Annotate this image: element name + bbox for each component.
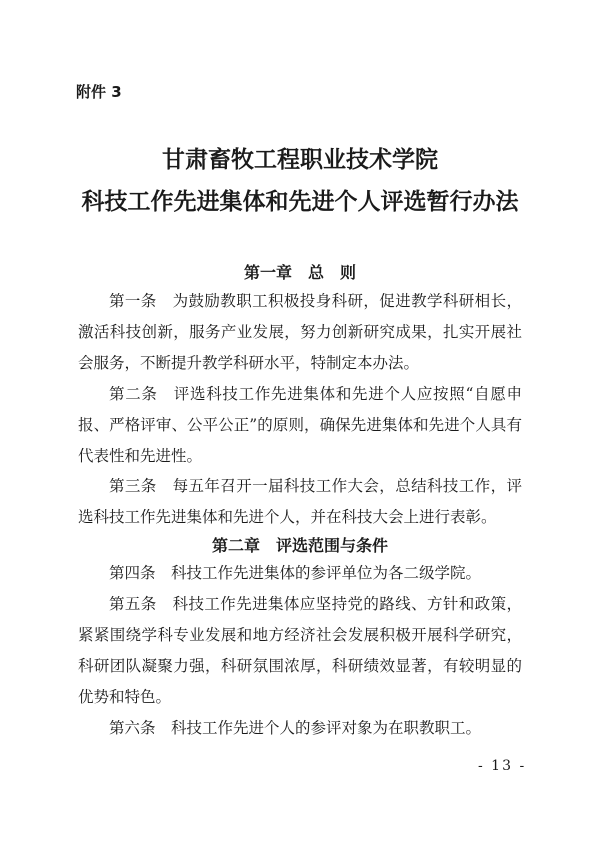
chapter-heading-2: 第二章 评选范围与条件 xyxy=(211,536,388,555)
document-title-line-2: 科技工作先进集体和先进个人评选暂行办法 xyxy=(81,189,519,215)
page-number: - 13 - xyxy=(478,758,527,774)
article-2: 第二条 评选科技工作先进集体和先进个人应按照“自愿申报、严格评审、公平公正”的原则，确保先进集体和先进个人具有代表性和先进性。 xyxy=(78,385,522,465)
article-6: 第六条 科技工作先进个人的参评对象为在职教职工。 xyxy=(109,719,482,737)
article-3: 第三条 每五年召开一届科技工作大会，总结科技工作，评选科技工作先进集体和先进个人，并在科技大会上进行表彰。 xyxy=(78,477,522,526)
article-4: 第四条 科技工作先进集体的参评单位为各二级学院。 xyxy=(109,564,482,582)
document-title-line-1: 甘肃畜牧工程职业技术学院 xyxy=(162,147,438,173)
article-1: 第一条 为鼓励教职工积极投身科研，促进教学科研相长，激活科技创新，服务产业发展，努力创新研究成果，扎实开展社会服务，不断提升教学科研水平，特制定本办法。 xyxy=(78,292,522,372)
article-5: 第五条 科技工作先进集体应坚持党的路线、方针和政策，紧紧围绕学科专业发展和地方经济社会发展积极开展科学研究，科研团队凝聚力强，科研氛围浓厚，科研绩效显著，有较明显的优势和特色。 xyxy=(78,595,522,706)
attachment-label: 附件 3 xyxy=(76,83,122,101)
chapter-heading-1: 第一章 总 则 xyxy=(243,263,356,282)
